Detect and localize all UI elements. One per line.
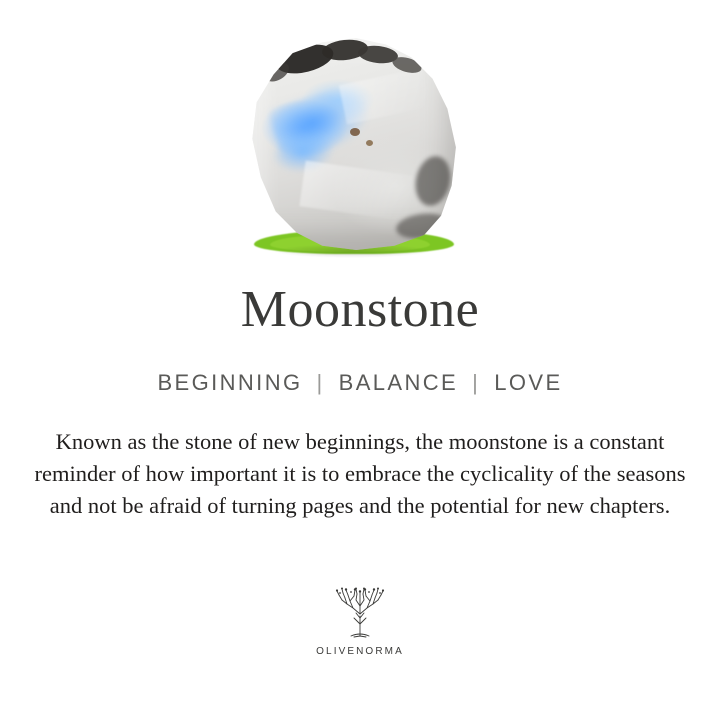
stone-facet-highlight-upper <box>339 67 431 124</box>
tree-of-life-icon <box>323 580 397 640</box>
moonstone-image <box>232 36 472 254</box>
keyword-separator: | <box>316 370 325 395</box>
stone-speck <box>350 128 360 136</box>
stone-body <box>246 36 458 250</box>
brand-name: OLIVENORMA <box>316 646 404 658</box>
stone-facet-highlight <box>299 161 414 222</box>
product-image-area <box>0 0 720 280</box>
brand-logo <box>316 580 404 657</box>
stone-inclusion <box>411 153 455 209</box>
stone-speck <box>366 140 373 146</box>
keyword-balance: BALANCE <box>338 370 459 395</box>
page-title: Moonstone <box>240 281 480 338</box>
product-description: Known as the stone of new beginnings, the moonstone is a constant reminder of how important it is to embrace the cyclicality of the seasons and not be afraid of turning pages and the potential for new chapters. <box>34 429 686 518</box>
keyword-separator: | <box>472 370 481 395</box>
keyword-love: LOVE <box>494 370 563 395</box>
keyword-beginning: BEGINNING <box>157 370 303 395</box>
keyword-list <box>157 370 562 396</box>
